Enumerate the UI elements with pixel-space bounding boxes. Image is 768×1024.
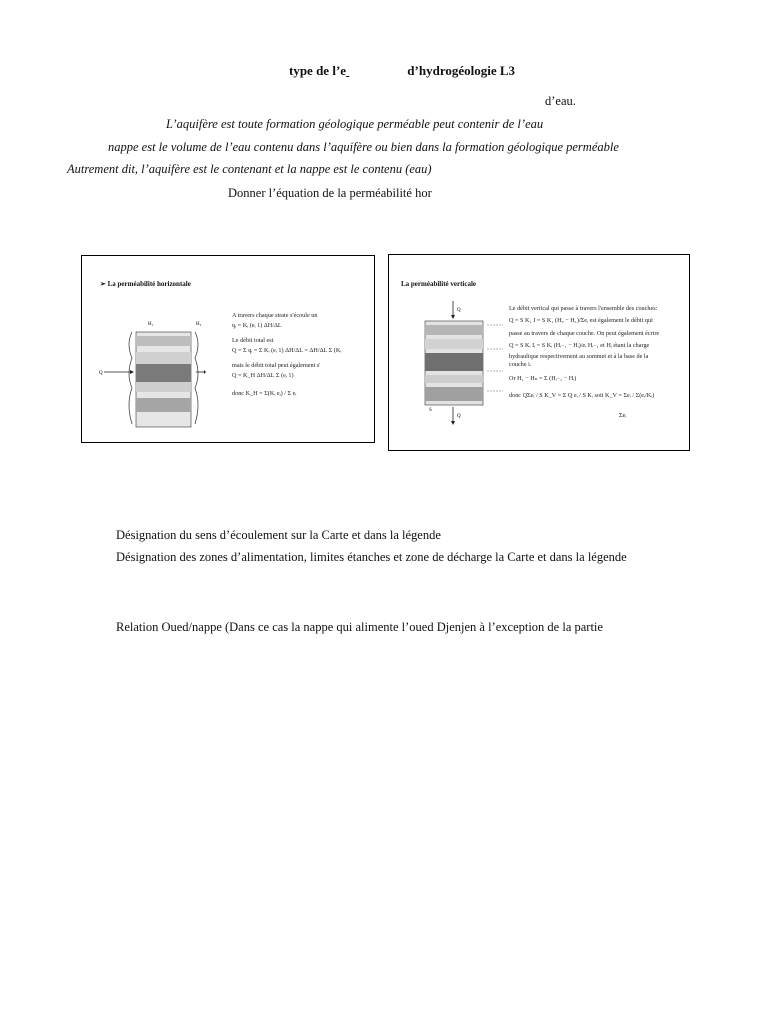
- v-line-6: Or H₁ − Hₙ = Σ (Hᵢ₋₁ − Hᵢ): [509, 375, 577, 383]
- figure-horizontal-title: ➢ La perméabilité horizontale: [100, 280, 191, 288]
- figure-vertical-title: La perméabilité verticale: [401, 280, 477, 288]
- v-line-2: passe au travers de chaque couche. On peut également écrire: [509, 329, 660, 337]
- h-line-2: Le débit total est: [232, 336, 274, 344]
- h-line-1: qᵢ = Kᵢ (eᵢ 1) ΔH/ΔL: [232, 322, 282, 330]
- v-line-8: Σeᵢ: [619, 412, 627, 420]
- question-text: Donner l’équation de la perméabilité hor: [228, 186, 432, 200]
- label-q-top: Q: [457, 308, 461, 313]
- aquifer-definition: L’aquifère est toute formation géologique perméable peut contenir de l’eau: [166, 117, 544, 131]
- body-line-zones: Désignation des zones d’alimentation, limites étanches et zone de décharge la Carte et dans la légende: [116, 550, 627, 564]
- h-line-4: mais le débit total peut également s': [232, 361, 321, 369]
- v-line-0: Le débit vertical qui passe à travers l'ensemble des couches:: [509, 305, 658, 312]
- label-q: Q: [99, 371, 103, 376]
- label-q-bottom: Q: [457, 414, 461, 419]
- body-line-ecoulement: Désignation du sens d’écoulement sur la Carte et dans la légende: [116, 528, 441, 542]
- v-line-7: donc QΣeᵢ / S K_V = Σ Q eᵢ / S Kᵢ soit K_V = Σeᵢ / Σ(eᵢ/Kᵢ): [509, 391, 655, 399]
- nappe-definition: nappe est le volume de l’eau contenu dans l’aquifère ou bien dans la formation géologique perméable: [108, 140, 619, 154]
- label-h2: H₂: [196, 322, 202, 327]
- horizontal-aquifer-diagram: [96, 314, 206, 443]
- document-title: [233, 63, 515, 79]
- h-line-0: A travers chaque strate s'écoule un: [232, 312, 318, 319]
- vertical-equations: [509, 305, 659, 421]
- title-part-1: type de l’e: [289, 63, 347, 78]
- title-part-2: d’hydrogéologie L3: [407, 63, 516, 78]
- bullet-arrow-icon: ➢: [100, 280, 108, 288]
- v-line-4: hydraulique respectivement au sommet et à la base de la: [509, 352, 649, 360]
- horizontal-equations: [232, 312, 341, 399]
- figure-horizontal-permeability: [81, 255, 375, 443]
- h-line-3: Q = Σ qᵢ = Σ Kᵢ (eᵢ 1) ΔH/ΔL = ΔH/ΔL Σ (Kᵢ: [232, 347, 342, 355]
- deau-text: d’eau.: [545, 94, 576, 108]
- v-line-3: Q = S Kᵢ Iᵢ = S Kᵢ (Hᵢ₋₁ − Hᵢ)/eᵢ Hᵢ₋₁ et Hᵢ étant la charge: [509, 342, 650, 350]
- h-line-5: Q = K_H ΔH/ΔL Σ (eᵢ 1): [232, 372, 294, 380]
- h-line-6: donc K_H = Σ(Kᵢ eᵢ) / Σ eᵢ: [232, 390, 297, 398]
- label-h1: H₁: [148, 322, 154, 327]
- figure-vertical-permeability: [388, 254, 690, 451]
- body-line-relation-oued: Relation Oued/nappe (Dans ce cas la nappe qui alimente l’oued Djenjen à l’exception de la partie: [116, 620, 603, 634]
- v-line-5: couche i.: [509, 361, 532, 369]
- label-s: S: [429, 408, 432, 413]
- v-line-1: Q = S K₁ I = S K₁ (H₀ − H₁)/Σeᵢ est également le débit qui: [509, 317, 653, 325]
- vertical-aquifer-diagram: [395, 299, 507, 429]
- autrement-dit-text: Autrement dit, l’aquifère est le contenant et la nappe est le contenu (eau): [67, 162, 432, 176]
